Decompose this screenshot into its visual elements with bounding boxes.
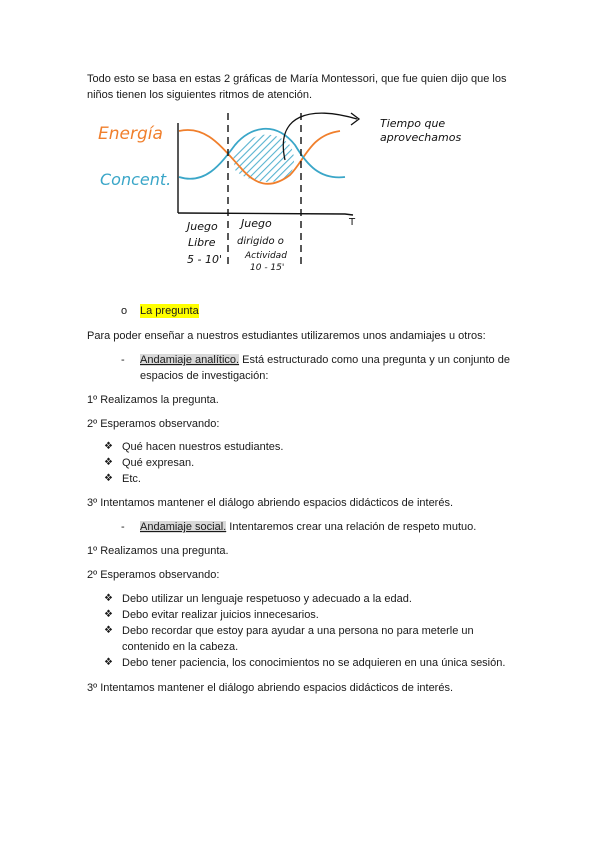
bullet-icon: ❖	[104, 457, 113, 468]
bullet-icon: ❖	[104, 441, 113, 452]
arrow	[283, 113, 357, 160]
list-item: Qué hacen nuestros estudiantes.	[122, 441, 284, 453]
phase1-line-1: Juego	[187, 220, 218, 233]
analitico-rest: Está estructurado como una pregunta y un conjunto de	[239, 354, 510, 366]
bullet-icon: ❖	[104, 657, 113, 668]
time-note-line-2: aprovechamos	[380, 131, 462, 144]
list-item: Qué expresan.	[122, 457, 195, 469]
bullet-icon: ❖	[104, 593, 113, 604]
bullet-icon: ❖	[104, 625, 113, 636]
bullet-icon: ❖	[104, 473, 113, 484]
step-b-1: 1º Realizamos una pregunta.	[87, 545, 229, 557]
energy-label: Energía	[98, 124, 163, 144]
step-b-2: 2º Esperamos observando:	[87, 569, 220, 581]
section-bullet: o	[121, 305, 128, 317]
social-term: Andamiaje social.	[140, 521, 227, 533]
intro-line-1: Todo esto se basa en estas 2 gráficas de María Montessori, que fue quien dijo que los	[87, 73, 507, 85]
concent-label: Concent.	[100, 170, 172, 189]
phase2-line-1: Juego	[241, 217, 272, 230]
social-rest: Intentaremos crear una relación de respeto mutuo.	[226, 521, 477, 533]
list-item: Debo tener paciencia, los conocimientos no se adquieren en una única sesión.	[122, 657, 506, 669]
social-dash: -	[121, 521, 125, 533]
step-b-3: 3º Intentamos mantener el diálogo abriendo espacios didácticos de interés.	[87, 682, 454, 694]
phase1-line-2: Libre	[188, 236, 216, 249]
section-title: La pregunta	[140, 305, 199, 317]
time-note-line-1: Tiempo que	[380, 117, 446, 130]
list-item: Etc.	[122, 473, 141, 485]
analitico-dash: -	[121, 354, 125, 366]
analitico-term: Andamiaje analítico.	[140, 354, 240, 366]
step-a-2: 2º Esperamos observando:	[87, 418, 220, 430]
list-item: Debo evitar realizar juicios innecesarios.	[122, 609, 319, 621]
analitico-line-2: espacios de investigación:	[140, 370, 269, 382]
list-item: Debo utilizar un lenguaje respetuoso y adecuado a la edad.	[122, 593, 412, 605]
social-line	[140, 520, 476, 534]
attention-rhythm-sketch	[95, 105, 525, 275]
step-a-3: 3º Intentamos mantener el diálogo abriendo espacios didácticos de interés.	[87, 497, 454, 509]
list-item-continuation: contenido en la cabeza.	[122, 641, 239, 653]
axis-end-label: T	[349, 217, 356, 228]
analitico-line-1	[140, 353, 510, 367]
intro-line-2: niños tienen los siguientes ritmos de atención.	[87, 89, 313, 101]
bullet-icon: ❖	[104, 609, 113, 620]
list-item: Debo recordar que estoy para ayudar a una persona no para meterle un	[122, 625, 474, 637]
x-axis	[178, 213, 353, 215]
phase2-line-4: 10 - 15'	[250, 263, 285, 273]
phase1-line-3: 5 - 10'	[187, 253, 222, 266]
step-a-1: 1º Realizamos la pregunta.	[87, 394, 219, 406]
phase2-line-3: Actividad	[245, 251, 287, 261]
paragraph-intro: Para poder enseñar a nuestros estudiantes utilizaremos unos andamiajes u otros:	[87, 330, 486, 342]
phase2-line-2: dirigido o	[237, 236, 284, 247]
